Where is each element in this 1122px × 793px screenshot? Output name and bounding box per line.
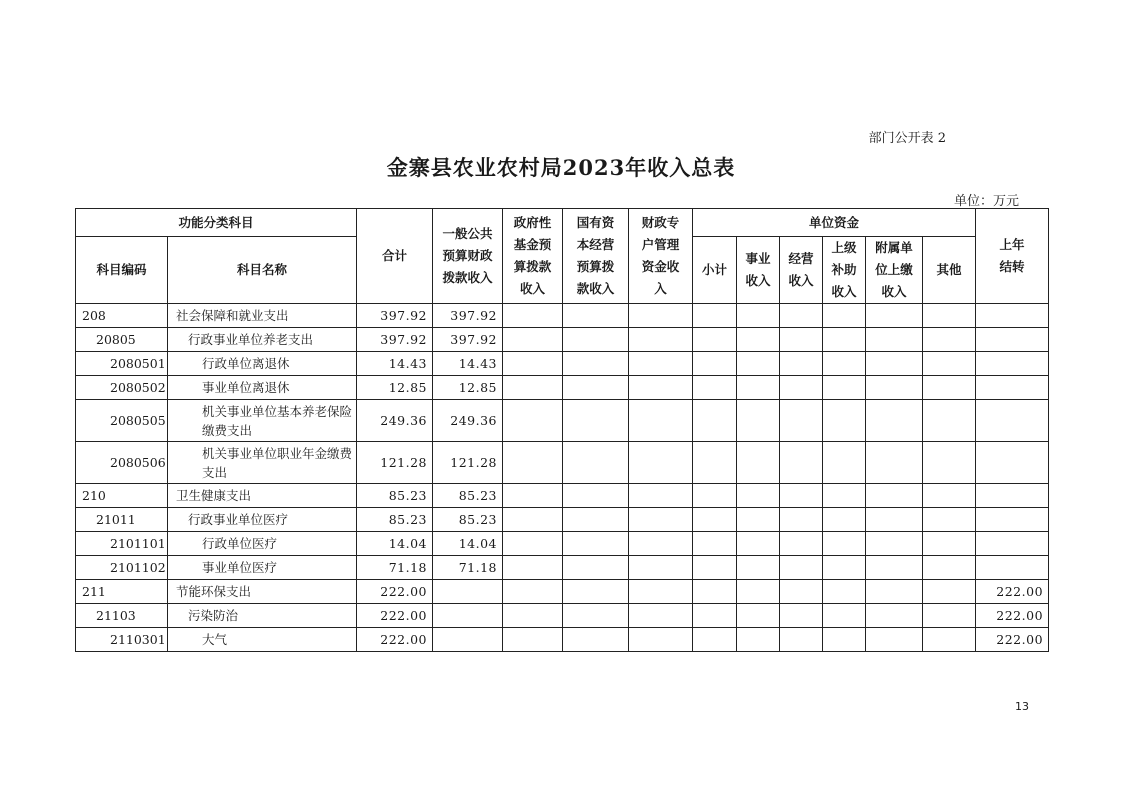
row-other: [923, 556, 976, 580]
row-superior-subsidy: [823, 556, 866, 580]
row-general-budget: [433, 580, 503, 604]
row-total: 85.23: [357, 484, 433, 508]
row-name: 大气: [168, 628, 357, 652]
row-state-capital: [563, 628, 629, 652]
row-special-account: [629, 352, 693, 376]
row-carryover: [976, 304, 1049, 328]
row-subtotal: [693, 400, 737, 442]
row-operating-income: [780, 556, 823, 580]
row-operating-income: [780, 508, 823, 532]
row-subtotal: [693, 604, 737, 628]
row-other: [923, 376, 976, 400]
row-fund-budget: [503, 484, 563, 508]
row-state-capital: [563, 442, 629, 484]
row-state-capital: [563, 508, 629, 532]
row-general-budget: 397.92: [433, 328, 503, 352]
row-special-account: [629, 304, 693, 328]
table-row: [76, 442, 1049, 484]
row-special-account: [629, 556, 693, 580]
row-special-account: [629, 376, 693, 400]
row-carryover: 222.00: [976, 580, 1049, 604]
row-operating-income: [780, 442, 823, 484]
row-other: [923, 532, 976, 556]
header-superior-subsidy: 上级补助收入: [823, 237, 866, 304]
row-code: 2080502: [76, 376, 168, 400]
row-subtotal: [693, 508, 737, 532]
table-row: [76, 352, 1049, 376]
table-row: [76, 580, 1049, 604]
row-carryover: [976, 556, 1049, 580]
row-special-account: [629, 484, 693, 508]
row-superior-subsidy: [823, 508, 866, 532]
row-business-income: [737, 442, 780, 484]
row-general-budget: [433, 604, 503, 628]
row-subtotal: [693, 304, 737, 328]
table-row: [76, 604, 1049, 628]
row-fund-budget: [503, 508, 563, 532]
row-name: 卫生健康支出: [168, 484, 357, 508]
row-fund-budget: [503, 580, 563, 604]
row-state-capital: [563, 328, 629, 352]
page-number: 13: [1015, 700, 1029, 713]
row-total: 397.92: [357, 328, 433, 352]
row-carryover: [976, 442, 1049, 484]
header-category: 功能分类科目: [76, 209, 357, 237]
row-superior-subsidy: [823, 580, 866, 604]
table-row: [76, 304, 1049, 328]
row-business-income: [737, 556, 780, 580]
table-row: [76, 328, 1049, 352]
row-state-capital: [563, 376, 629, 400]
row-carryover: 222.00: [976, 604, 1049, 628]
row-total: 222.00: [357, 628, 433, 652]
table-row: [76, 376, 1049, 400]
row-total: 249.36: [357, 400, 433, 442]
row-fund-budget: [503, 328, 563, 352]
row-business-income: [737, 604, 780, 628]
row-special-account: [629, 400, 693, 442]
row-affiliated-income: [866, 628, 923, 652]
row-code: 2101102: [76, 556, 168, 580]
row-operating-income: [780, 328, 823, 352]
unit-label: 单位：万元: [953, 194, 1019, 209]
header-other: 其他: [923, 237, 976, 304]
row-subtotal: [693, 532, 737, 556]
row-other: [923, 628, 976, 652]
table-row: [76, 400, 1049, 442]
row-subtotal: [693, 442, 737, 484]
row-operating-income: [780, 400, 823, 442]
row-total: 222.00: [357, 580, 433, 604]
row-code: 210: [76, 484, 168, 508]
row-business-income: [737, 532, 780, 556]
row-name: 污染防治: [168, 604, 357, 628]
row-business-income: [737, 628, 780, 652]
row-fund-budget: [503, 304, 563, 328]
row-superior-subsidy: [823, 400, 866, 442]
row-affiliated-income: [866, 352, 923, 376]
row-carryover: [976, 532, 1049, 556]
row-operating-income: [780, 604, 823, 628]
row-fund-budget: [503, 400, 563, 442]
row-general-budget: 121.28: [433, 442, 503, 484]
row-superior-subsidy: [823, 442, 866, 484]
row-general-budget: 14.43: [433, 352, 503, 376]
row-affiliated-income: [866, 400, 923, 442]
header-affiliated-income: 附属单位上缴收入: [866, 237, 923, 304]
row-total: 12.85: [357, 376, 433, 400]
row-operating-income: [780, 376, 823, 400]
table-row: [76, 556, 1049, 580]
row-total: 71.18: [357, 556, 433, 580]
row-fund-budget: [503, 352, 563, 376]
row-code: 21011: [76, 508, 168, 532]
row-general-budget: 397.92: [433, 304, 503, 328]
row-name: 机关事业单位职业年金缴费支出: [168, 442, 357, 484]
row-affiliated-income: [866, 508, 923, 532]
row-affiliated-income: [866, 580, 923, 604]
row-general-budget: [433, 628, 503, 652]
row-subtotal: [693, 352, 737, 376]
row-operating-income: [780, 352, 823, 376]
row-business-income: [737, 580, 780, 604]
row-affiliated-income: [866, 442, 923, 484]
row-general-budget: 71.18: [433, 556, 503, 580]
row-code: 21103: [76, 604, 168, 628]
row-affiliated-income: [866, 604, 923, 628]
header-code: 科目编码: [76, 237, 168, 304]
row-code: 208: [76, 304, 168, 328]
row-general-budget: 249.36: [433, 400, 503, 442]
row-business-income: [737, 304, 780, 328]
row-code: 2101101: [76, 532, 168, 556]
row-carryover: [976, 400, 1049, 442]
row-other: [923, 400, 976, 442]
row-affiliated-income: [866, 484, 923, 508]
row-subtotal: [693, 484, 737, 508]
row-total: 222.00: [357, 604, 433, 628]
table-row: [76, 628, 1049, 652]
table-row: [76, 484, 1049, 508]
row-superior-subsidy: [823, 352, 866, 376]
row-total: 14.04: [357, 532, 433, 556]
row-state-capital: [563, 556, 629, 580]
row-total: 85.23: [357, 508, 433, 532]
row-business-income: [737, 376, 780, 400]
row-name: 事业单位离退休: [168, 376, 357, 400]
row-other: [923, 304, 976, 328]
row-subtotal: [693, 628, 737, 652]
row-special-account: [629, 508, 693, 532]
header-name: 科目名称: [168, 237, 357, 304]
row-subtotal: [693, 328, 737, 352]
row-carryover: [976, 376, 1049, 400]
table-row: [76, 508, 1049, 532]
header-operating-income: 经营收入: [780, 237, 823, 304]
row-carryover: [976, 328, 1049, 352]
row-name: 行政事业单位养老支出: [168, 328, 357, 352]
row-affiliated-income: [866, 376, 923, 400]
row-subtotal: [693, 376, 737, 400]
row-special-account: [629, 628, 693, 652]
row-other: [923, 442, 976, 484]
row-superior-subsidy: [823, 328, 866, 352]
row-special-account: [629, 580, 693, 604]
row-superior-subsidy: [823, 628, 866, 652]
row-name: 行政事业单位医疗: [168, 508, 357, 532]
header-fund-budget: 政府性基金预算拨款收入: [503, 209, 563, 304]
header-state-capital: 国有资本经营预算拨款收入: [563, 209, 629, 304]
row-superior-subsidy: [823, 376, 866, 400]
row-business-income: [737, 328, 780, 352]
row-state-capital: [563, 604, 629, 628]
row-fund-budget: [503, 532, 563, 556]
row-state-capital: [563, 532, 629, 556]
row-fund-budget: [503, 604, 563, 628]
row-general-budget: 85.23: [433, 508, 503, 532]
row-superior-subsidy: [823, 604, 866, 628]
row-code: 20805: [76, 328, 168, 352]
header-general-budget: 一般公共预算财政拨款收入: [433, 209, 503, 304]
row-code: 2080501: [76, 352, 168, 376]
row-business-income: [737, 484, 780, 508]
row-operating-income: [780, 580, 823, 604]
header-total: 合计: [357, 209, 433, 304]
row-general-budget: 12.85: [433, 376, 503, 400]
row-fund-budget: [503, 376, 563, 400]
row-carryover: [976, 352, 1049, 376]
row-other: [923, 508, 976, 532]
row-affiliated-income: [866, 532, 923, 556]
row-other: [923, 352, 976, 376]
row-name: 机关事业单位基本养老保险缴费支出: [168, 400, 357, 442]
row-carryover: 222.00: [976, 628, 1049, 652]
row-state-capital: [563, 400, 629, 442]
row-operating-income: [780, 532, 823, 556]
row-special-account: [629, 532, 693, 556]
row-subtotal: [693, 580, 737, 604]
row-other: [923, 604, 976, 628]
row-affiliated-income: [866, 328, 923, 352]
row-superior-subsidy: [823, 304, 866, 328]
row-total: 14.43: [357, 352, 433, 376]
row-state-capital: [563, 580, 629, 604]
row-carryover: [976, 484, 1049, 508]
header-unit-funds: 单位资金: [693, 209, 976, 237]
row-code: 211: [76, 580, 168, 604]
header-special-account: 财政专户管理资金收入: [629, 209, 693, 304]
row-other: [923, 580, 976, 604]
row-affiliated-income: [866, 556, 923, 580]
income-table: [75, 208, 1049, 652]
row-subtotal: [693, 556, 737, 580]
row-special-account: [629, 328, 693, 352]
row-superior-subsidy: [823, 484, 866, 508]
table-row: [76, 532, 1049, 556]
row-carryover: [976, 508, 1049, 532]
row-business-income: [737, 400, 780, 442]
row-total: 121.28: [357, 442, 433, 484]
row-superior-subsidy: [823, 532, 866, 556]
document-label: 部门公开表 2: [868, 131, 946, 146]
page-title: 金寨县农业农村局2023年收入总表: [386, 155, 736, 180]
row-fund-budget: [503, 556, 563, 580]
row-name: 节能环保支出: [168, 580, 357, 604]
row-name: 社会保障和就业支出: [168, 304, 357, 328]
row-general-budget: 85.23: [433, 484, 503, 508]
row-special-account: [629, 442, 693, 484]
header-business-income: 事业收入: [737, 237, 780, 304]
row-state-capital: [563, 304, 629, 328]
row-other: [923, 328, 976, 352]
row-general-budget: 14.04: [433, 532, 503, 556]
row-fund-budget: [503, 442, 563, 484]
row-code: 2080506: [76, 442, 168, 484]
row-operating-income: [780, 628, 823, 652]
row-state-capital: [563, 352, 629, 376]
row-name: 事业单位医疗: [168, 556, 357, 580]
row-total: 397.92: [357, 304, 433, 328]
row-business-income: [737, 508, 780, 532]
row-affiliated-income: [866, 304, 923, 328]
row-special-account: [629, 604, 693, 628]
row-name: 行政单位离退休: [168, 352, 357, 376]
row-other: [923, 484, 976, 508]
row-business-income: [737, 352, 780, 376]
row-fund-budget: [503, 628, 563, 652]
row-operating-income: [780, 484, 823, 508]
header-carryover: 上年结转: [976, 209, 1049, 304]
row-state-capital: [563, 484, 629, 508]
header-subtotal: 小计: [693, 237, 737, 304]
row-operating-income: [780, 304, 823, 328]
row-code: 2080505: [76, 400, 168, 442]
row-code: 2110301: [76, 628, 168, 652]
row-name: 行政单位医疗: [168, 532, 357, 556]
